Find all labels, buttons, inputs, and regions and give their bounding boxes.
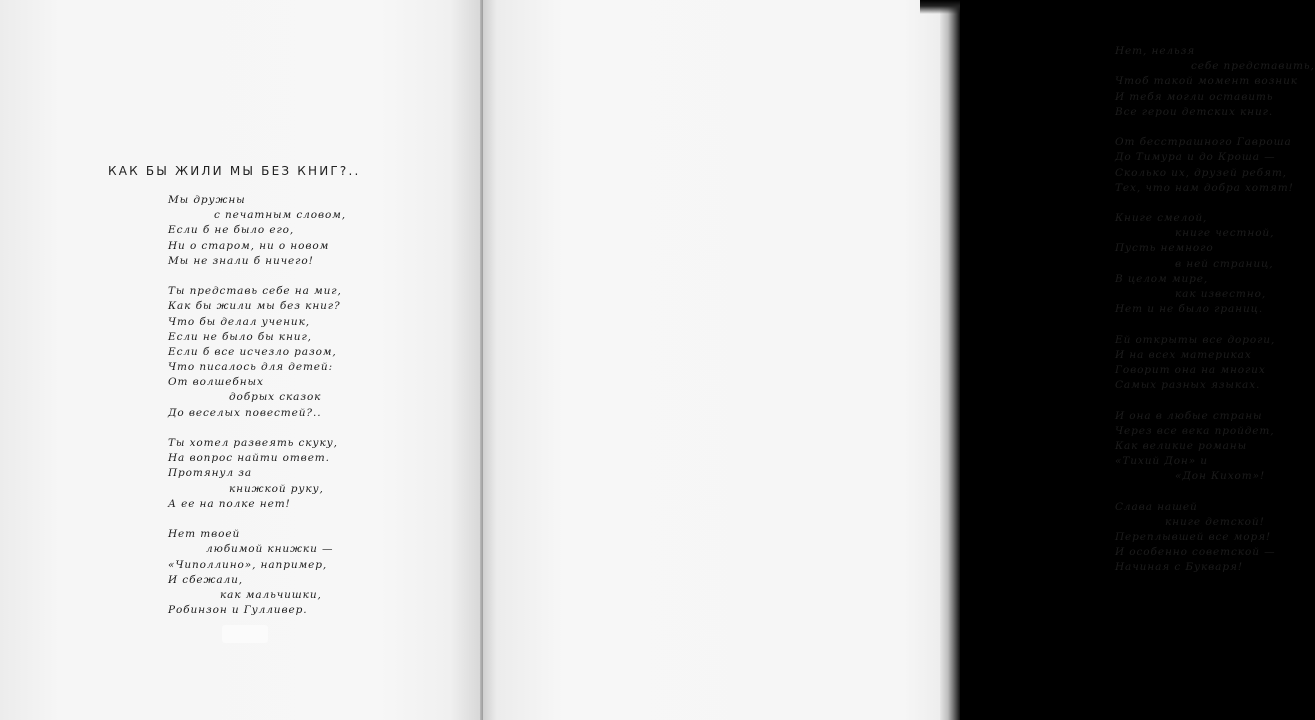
verse-line: Нет твоей: [168, 528, 241, 541]
verse-line: И тебя могли оставить: [1115, 90, 1274, 103]
stanza: [168, 436, 346, 512]
stanza: [1115, 333, 1315, 394]
verse-line: «Тихий Дон» и: [1115, 455, 1208, 468]
verse-line: Нет и не было границ.: [1115, 303, 1264, 316]
right-verse: [1115, 44, 1315, 576]
verse-line: Ты хотел развеять скуку,: [168, 437, 338, 449]
verse-line: До Тимура и до Кроша —: [1115, 151, 1276, 164]
verse-line: Если не было бы книг,: [168, 330, 312, 343]
stanza: [1115, 409, 1315, 485]
stanza: [168, 193, 346, 269]
verse-line: Ни о старом, ни о новом: [168, 239, 330, 252]
stanza: [1115, 211, 1315, 317]
verse-line: Начиная с Букваря!: [1115, 561, 1243, 574]
page-edge-shadow: [940, 0, 960, 720]
verse-line: На вопрос найти ответ.: [168, 452, 330, 465]
verse-line: любимой книжки —: [206, 543, 334, 556]
verse-line: Ей открыты все дороги,: [1115, 333, 1276, 346]
verse-line: книге детской!: [1165, 515, 1265, 528]
verse-line: Книге смелой,: [1115, 212, 1208, 225]
verse-line: Мы не знали б ничего!: [168, 254, 314, 267]
verse-line: И сбежали,: [168, 573, 243, 586]
verse-line: Ты представь себе на миг,: [168, 285, 342, 298]
left-verse: [168, 193, 346, 618]
stanza: [1115, 500, 1315, 576]
verse-line: Если б все исчезло разом,: [168, 345, 337, 358]
verse-line: И особенно советской —: [1115, 546, 1276, 559]
verse-line: Слава нашей: [1115, 500, 1198, 513]
verse-line: Протянул за: [168, 467, 253, 480]
verse-line: И она в любые страны: [1115, 409, 1263, 422]
verse-line: Что бы делал ученик,: [168, 315, 310, 328]
verse-line: От волшебных: [168, 376, 264, 389]
verse-line: Как великие романы: [1115, 439, 1248, 452]
verse-line: Мы дружны: [168, 194, 246, 206]
right-page: [483, 0, 1315, 720]
stanza: [168, 284, 346, 421]
verse-line: «Дон Кихот»!: [1175, 470, 1266, 483]
verse-line: А ее на полке нет!: [168, 497, 291, 510]
verse-line: Если б не было его,: [168, 224, 295, 237]
verse-line: В целом мире,: [1115, 272, 1209, 285]
verse-line: Нет, нельзя: [1115, 45, 1196, 57]
verse-line: книге честной,: [1175, 227, 1275, 240]
left-page: [0, 0, 483, 720]
verse-line: «Чиполлино», например,: [168, 558, 328, 571]
verse-line: От бесстрашного Гавроша: [1115, 136, 1292, 149]
poem-title: КАК БЫ ЖИЛИ МЫ БЕЗ КНИГ?..: [108, 164, 361, 178]
verse-line: До веселых повестей?..: [168, 406, 322, 419]
verse-line: Что писалось для детей:: [168, 361, 334, 374]
verse-line: добрых сказок: [229, 391, 322, 404]
verse-line: Чтоб такой момент возник: [1115, 75, 1298, 88]
verse-line: Переплывшей все моря!: [1115, 531, 1272, 543]
page-smudge: [222, 625, 268, 643]
verse-line: И на всех материках: [1115, 348, 1252, 361]
verse-line: Через все века пройдет,: [1115, 424, 1275, 437]
stanza: [1115, 44, 1315, 120]
verse-line: Тех, что нам добра хотят!: [1115, 181, 1294, 194]
verse-line: Говорит она на многих: [1115, 363, 1266, 376]
verse-line: Самых разных языках.: [1115, 379, 1261, 392]
verse-line: Как бы жили мы без книг?: [168, 300, 341, 313]
stanza: [1115, 135, 1315, 196]
verse-line: книжкой руку,: [229, 482, 324, 495]
verse-line: себе представить,: [1191, 60, 1315, 73]
verse-line: Пусть немного: [1115, 242, 1214, 255]
verse-line: с печатным словом,: [214, 209, 347, 222]
verse-line: в ней страниц,: [1175, 257, 1274, 270]
verse-line: Робинзон и Гулливер.: [168, 604, 308, 617]
verse-line: Сколько их, друзей ребят,: [1115, 166, 1287, 179]
corner-shadow: [920, 0, 960, 14]
verse-line: как известно,: [1175, 288, 1267, 300]
verse-line: Все герои детских книг.: [1115, 105, 1274, 118]
stanza: [168, 527, 346, 618]
verse-line: как мальчишки,: [220, 588, 322, 601]
